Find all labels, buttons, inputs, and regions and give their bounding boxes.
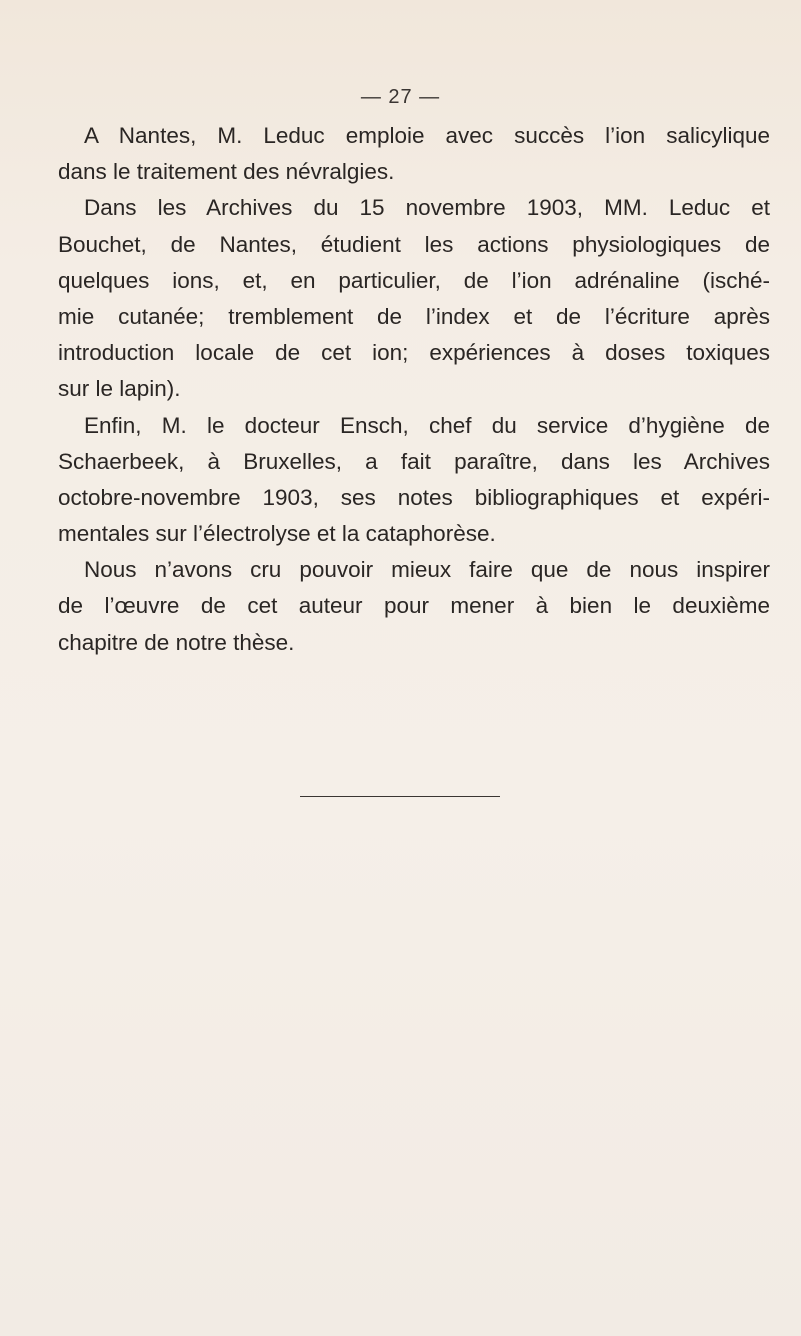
- text-line: Nous n’avons cru pouvoir mieux faire que de nous inspirer: [84, 557, 770, 583]
- text-line: mentales sur l’électrolyse et la cataphorèse.: [58, 521, 496, 547]
- text-line: A Nantes, M. Leduc emploie avec succès l’ion salicylique: [84, 123, 770, 148]
- text-line: octobre-novembre 1903, ses notes bibliographiques et expéri-: [58, 484, 770, 510]
- text-line: sur le lapin).: [58, 376, 181, 402]
- text-line: Schaerbeek, à Bruxelles, a fait paraître, dans les Archives: [58, 448, 770, 474]
- text-line: Bouchet, de Nantes, étudient les actions physiologiques de: [58, 231, 770, 257]
- text-line: introduction locale de cet ion; expériences à doses toxiques: [58, 340, 770, 366]
- text-line: mie cutanée; tremblement de l’index et de l’écriture après: [58, 303, 770, 329]
- text-line: Dans les Archives du 15 novembre 1903, MM. Leduc et: [84, 195, 770, 221]
- text-line: chapitre de notre thèse.: [58, 629, 295, 655]
- section-divider: [300, 796, 500, 797]
- text-line: Enfin, M. le docteur Ensch, chef du service d’hygiène de: [84, 412, 770, 438]
- body-text: [58, 118, 770, 661]
- text-line: quelques ions, et, en particulier, de l’ion adrénaline (isché-: [58, 267, 770, 293]
- page-number: — 27 —: [360, 86, 441, 108]
- text-line: dans le traitement des névralgies.: [58, 159, 395, 185]
- text-line: de l’œuvre de cet auteur pour mener à bien le deuxième: [58, 593, 770, 619]
